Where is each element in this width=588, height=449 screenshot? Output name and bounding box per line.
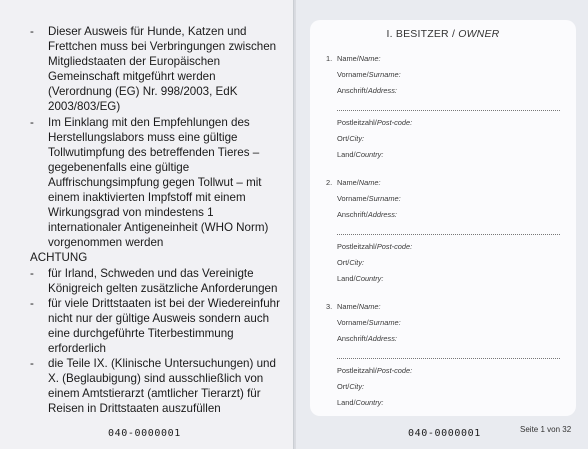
serial-number-left: 040-0000001 [108,428,181,439]
bullet-text: für viele Drittstaaten ist bei der Wiedereinfuhr nicht nur der gültige Ausweis sondern auch eine durchgeführte Titerbestimmung erforderlich [48,296,280,355]
address-continuation-line[interactable] [337,110,560,111]
bullet-dash: - [30,266,34,280]
city-label: Ort/City: [337,258,365,267]
address-continuation-line[interactable] [337,358,560,359]
owner-section-title [310,28,576,40]
address-label: Anschrift/Address: [337,86,397,95]
name-label: Name/Name: [337,178,381,187]
address-continuation-line[interactable] [337,234,560,235]
title-german: I. BESITZER / [386,28,459,40]
owner-card [310,20,576,416]
bullet-text: Im Einklang mit den Empfehlungen des Herstellungslabors muss eine gültige Tollwutimpfung des betreffenden Tieres – gegebenenfalls eine gültige Auffrischungsimpfung gegen Tollwut – mit einem inaktivierten Impfstoff mit einem Wirkungsgrad von mindestens 1 internationaler Antigeneinheit (WHO Norm) vorgenommen werden [48,115,269,250]
city-label: Ort/City: [337,134,365,143]
country-label: Land/Country: [337,274,384,283]
postcode-label: Postleitzahl/Post-code: [337,118,413,127]
bullet-item-eu-transfer [30,24,280,115]
address-label: Anschrift/Address: [337,210,397,219]
name-label: Name/Name: [337,54,381,63]
info-text [30,24,280,416]
bullet-item-additional-requirements [30,266,280,296]
country-label: Land/Country: [337,398,384,407]
bullet-text: Dieser Ausweis für Hunde, Katzen und Frettchen muss bei Verbringungen zwischen Mitgliedstaaten der Europäischen Gemeinschaft mitgeführt werden (Verordnung (EG) Nr. 998/2003, EdK 2003/803/EG) [48,25,277,114]
page-number: Seite 1 von 32 [520,425,572,434]
bullet-item-official-vet [30,356,280,416]
bullet-item-titer-test [30,296,280,356]
title-english: OWNER [458,28,500,40]
bullet-item-rabies-vaccination [30,115,280,251]
surname-label: Vorname/Surname: [337,194,401,203]
bullet-text: die Teile IX. (Klinische Untersuchungen) und X. (Beglaubigung) sind ausschließlich von einem Amtstierarzt (amtlicher Tierarzt) für Reisen in Drittstaaten auszufüllen [48,357,276,416]
country-label: Land/Country: [337,150,384,159]
postcode-label: Postleitzahl/Post-code: [337,242,413,251]
owner-number: 3. [326,302,333,311]
name-label: Name/Name: [337,302,381,311]
surname-label: Vorname/Surname: [337,318,401,327]
owner-number: 1. [326,54,333,63]
achtung-heading: ACHTUNG [30,251,88,265]
bullet-dash: - [30,357,34,371]
postcode-label: Postleitzahl/Post-code: [337,366,413,375]
bullet-dash: - [30,296,34,310]
serial-number-right: 040-0000001 [408,428,481,439]
city-label: Ort/City: [337,382,365,391]
owner-number: 2. [326,178,333,187]
bullet-dash: - [30,115,34,129]
bullet-text: für Irland, Schweden und das Vereinigte Königreich gelten zusätzliche Anforderungen [48,266,278,295]
address-label: Anschrift/Address: [337,334,397,343]
bullet-dash: - [30,25,34,38]
surname-label: Vorname/Surname: [337,70,401,79]
